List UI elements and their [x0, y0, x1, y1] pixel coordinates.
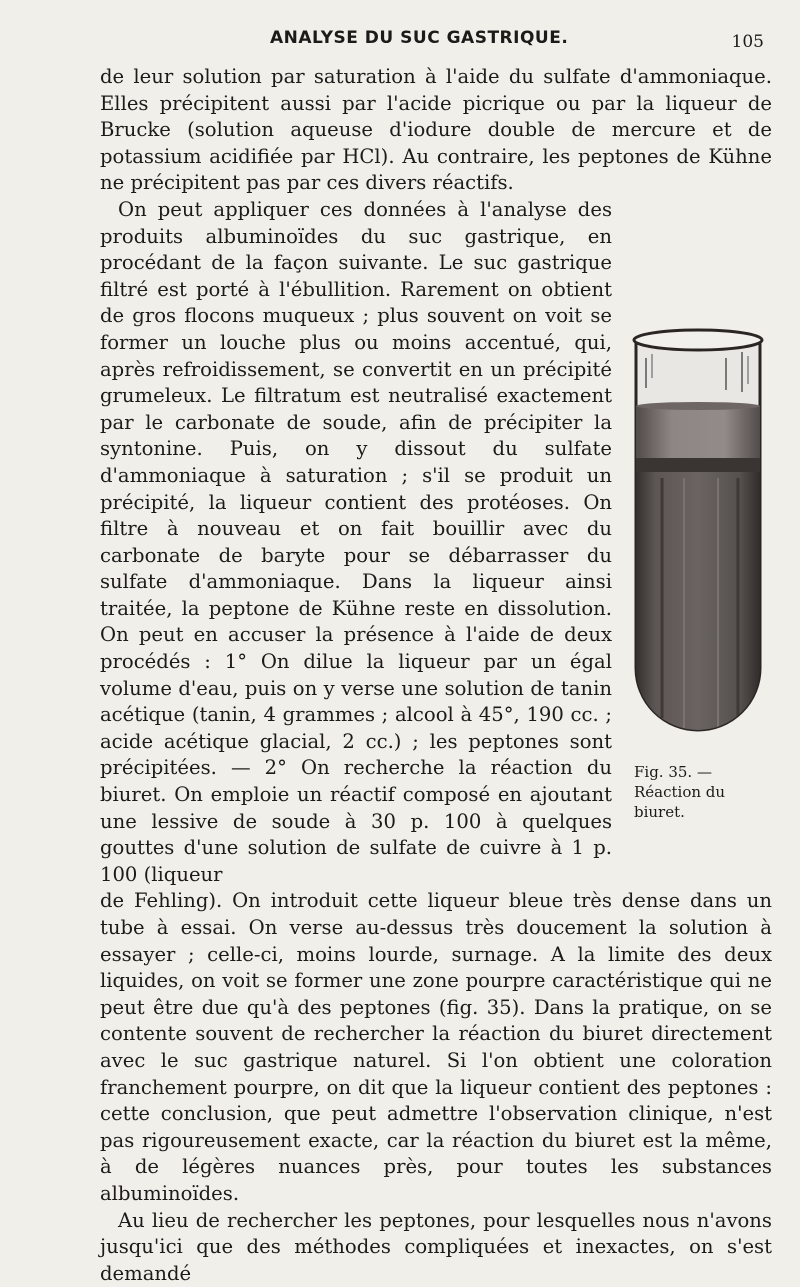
- page-header: [0, 22, 800, 52]
- paragraph-3: Au lieu de rechercher les peptones, pour lesquelles nous n'avons jusqu'ici que des méthodes compliquées et inexactes, on s'est demandé: [100, 1208, 772, 1285]
- paragraph-2: On peut appliquer ces données à l'analyse des produits albuminoïdes du suc gastrique, en procédant de la façon suivante. Le suc gastrique filtré est porté à l'ébullition. Rarement on obtient de gros flocons muqueux ; plus souvent on voit se former un louche plus ou moins accentué, qui, après refroidissement, se convertit en un précipité grumeleux. Le filtratum est neutralisé exactement par le carbonate de soude, afin de précipiter la syntonine. Puis, on y dissout du sulfate d'ammoniaque à saturation ; s'il se produit un précipité, la liqueur contient des protéoses. On filtre à nouveau et on fait bouillir avec du carbonate de baryte pour se débarrasser du sulfate d'ammoniaque. Dans la liqueur ainsi traitée, la peptone de Kühne reste en dissolution. On peut en accuser la présence à l'aide de deux procédés : 1° On dilue la liqueur par un égal volume d'eau, puis on y verse une solution de tanin acétique (tanin, 4 grammes ; alcool à 45°, 190 cc. ; acide acétique glacial, 2 cc.) ; les peptones sont précipitées. — 2° On recherche la réaction du biuret. On emploie un réactif composé en ajoutant une lessive de soude à 30 p. 100 à quelques gouttes d'une solution de sulfate de cuivre à 1 p. 100 (liqueur: [100, 197, 612, 886]
- figure-caption: Fig. 35. — Réaction du biuret.: [634, 763, 726, 821]
- paragraph-2-continued: de Fehling). On introduit cette liqueur bleue très dense dans un tube à essai. On verse au-dessus très doucement la solution à essayer ; celle-ci, moins lourde, surnage. A la limite des deux liquides, on voit se former une zone pourpre caractéristique qui ne peut être due qu'à des peptones (fig. 35). Dans la pratique, on se contente souvent de rechercher la réaction du biuret directement avec le suc gastrique naturel. Si l'on obtient une coloration franchement pourpre, on dit que la liqueur contient des peptones : cette conclusion, que peut admettre l'observation clinique, n'est pas rigoureusement exacte, car la réaction du biuret est la même, à de légères nuances près, pour toutes les substances albuminoïdes.: [100, 889, 772, 1205]
- paragraph-1: de leur solution par saturation à l'aide du sulfate d'ammoniaque. Elles précipitent aussi par l'acide picrique ou par la liqueur de Brucke (solution aqueuse d'iodure double de mercure et de potassium acidifiée par HCl). Au contraire, les peptones de Kühne ne précipitent pas par ces divers réactifs.: [100, 65, 772, 195]
- running-title: ANALYSE DU SUC GASTRIQUE.: [270, 28, 569, 48]
- page-body: [100, 64, 772, 1287]
- page-number: 105: [731, 32, 764, 52]
